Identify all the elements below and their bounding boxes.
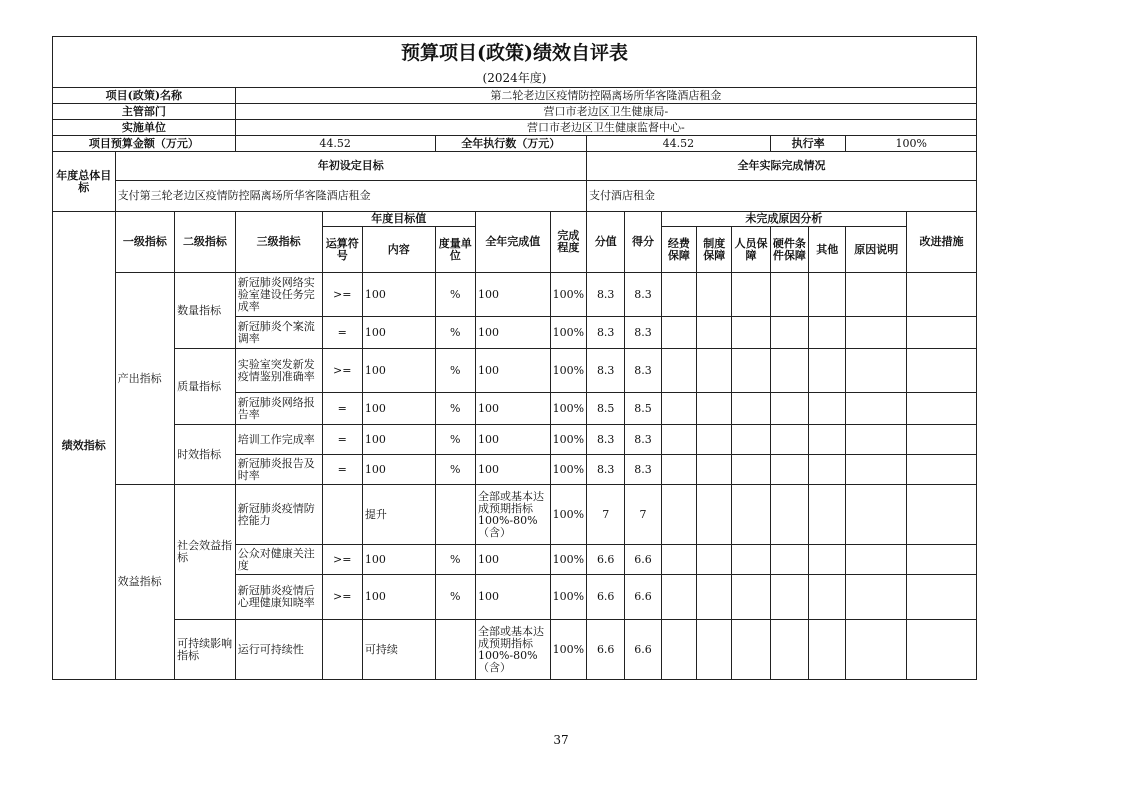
budget-label: 项目预算金额（万元） xyxy=(53,136,236,152)
perf-indicator-label: 绩效指标 xyxy=(53,212,116,680)
indicator-unit: % xyxy=(435,393,475,425)
indicator-got: 8.3 xyxy=(625,317,661,349)
impl-unit-value: 营口市老边区卫生健康监督中心- xyxy=(235,120,976,136)
indicator-actual: 全部或基本达成预期指标100%-80%（含） xyxy=(475,485,550,545)
annual-goal-label: 年度总体目标 xyxy=(53,152,116,212)
indicator-unit: % xyxy=(435,575,475,620)
header-r-explain: 原因说明 xyxy=(846,227,907,273)
indicator-actual: 100 xyxy=(475,317,550,349)
header-full-year: 全年完成值 xyxy=(475,212,550,273)
indicator-name: 新冠肺炎网络实验室建设任务完成率 xyxy=(235,273,322,317)
header-target-group: 年度目标值 xyxy=(322,212,475,227)
indicator-degree: 100% xyxy=(550,545,586,575)
indicator-score: 8.3 xyxy=(587,317,625,349)
indicator-score: 8.3 xyxy=(587,425,625,455)
header-lvl2: 二级指标 xyxy=(175,212,236,273)
indicator-content: 100 xyxy=(362,317,435,349)
indicator-op: >= xyxy=(322,349,362,393)
rate-label: 执行率 xyxy=(770,136,846,152)
indicator-op: >= xyxy=(322,545,362,575)
indicator-got: 6.6 xyxy=(625,545,661,575)
indicator-op: >= xyxy=(322,575,362,620)
indicator-content: 100 xyxy=(362,545,435,575)
header-op: 运算符号 xyxy=(322,227,362,273)
group-sustain: 可持续影响指标 xyxy=(175,620,236,680)
header-improve: 改进措施 xyxy=(907,212,977,273)
indicator-score: 8.5 xyxy=(587,393,625,425)
indicator-content: 100 xyxy=(362,349,435,393)
header-score: 分值 xyxy=(587,212,625,273)
indicator-unit xyxy=(435,485,475,545)
actual-goal-header: 全年实际完成情况 xyxy=(587,152,977,181)
indicator-got: 8.3 xyxy=(625,273,661,317)
header-r-hard: 硬件条件保障 xyxy=(770,227,808,273)
planned-goal-text: 支付第三轮老边区疫情防控隔离场所华客隆酒店租金 xyxy=(115,181,586,212)
page-number: 37 xyxy=(553,733,569,747)
indicator-name: 新冠肺炎网络报告率 xyxy=(235,393,322,425)
actual-goal-text: 支付酒店租金 xyxy=(587,181,977,212)
indicator-degree: 100% xyxy=(550,620,586,680)
indicator-actual: 100 xyxy=(475,273,550,317)
table-row xyxy=(53,485,977,545)
group-output: 产出指标 xyxy=(115,273,175,485)
dept-value: 营口市老边区卫生健康局- xyxy=(235,104,976,120)
planned-goal-header: 年初设定目标 xyxy=(115,152,586,181)
project-name-label: 项目(政策)名称 xyxy=(53,88,236,104)
header-got: 得分 xyxy=(625,212,661,273)
indicator-unit: % xyxy=(435,455,475,485)
indicator-degree: 100% xyxy=(550,393,586,425)
indicator-name: 培训工作完成率 xyxy=(235,425,322,455)
indicator-op: = xyxy=(322,425,362,455)
indicator-actual: 100 xyxy=(475,425,550,455)
header-unit: 度量单位 xyxy=(435,227,475,273)
indicator-actual: 100 xyxy=(475,545,550,575)
indicator-got: 8.3 xyxy=(625,425,661,455)
indicator-degree: 100% xyxy=(550,575,586,620)
indicator-got: 8.3 xyxy=(625,349,661,393)
header-lvl1: 一级指标 xyxy=(115,212,175,273)
indicator-op: >= xyxy=(322,273,362,317)
budget-value: 44.52 xyxy=(235,136,435,152)
evaluation-table xyxy=(52,36,977,680)
indicator-unit: % xyxy=(435,545,475,575)
indicator-actual: 全部或基本达成预期指标100%-80%（含） xyxy=(475,620,550,680)
group-benefit: 效益指标 xyxy=(115,485,175,680)
header-lvl3: 三级指标 xyxy=(235,212,322,273)
header-degree: 完成程度 xyxy=(550,212,586,273)
indicator-content: 100 xyxy=(362,425,435,455)
indicator-unit: % xyxy=(435,317,475,349)
indicator-name: 实验室突发新发疫情鉴别准确率 xyxy=(235,349,322,393)
indicator-score: 8.3 xyxy=(587,455,625,485)
indicator-got: 8.3 xyxy=(625,455,661,485)
report-year: (2024年度) xyxy=(53,69,977,88)
indicator-degree: 100% xyxy=(550,485,586,545)
header-content: 内容 xyxy=(362,227,435,273)
indicator-unit xyxy=(435,620,475,680)
indicator-score: 8.3 xyxy=(587,273,625,317)
page-title: 预算项目(政策)绩效自评表 xyxy=(53,37,977,69)
indicator-unit: % xyxy=(435,425,475,455)
indicator-content: 100 xyxy=(362,273,435,317)
indicator-content: 100 xyxy=(362,575,435,620)
exec-label: 全年执行数（万元） xyxy=(435,136,586,152)
group-quantity: 数量指标 xyxy=(175,273,236,349)
indicator-actual: 100 xyxy=(475,349,550,393)
indicator-op: = xyxy=(322,317,362,349)
indicator-degree: 100% xyxy=(550,349,586,393)
indicator-got: 6.6 xyxy=(625,575,661,620)
indicator-content: 可持续 xyxy=(362,620,435,680)
header-r-system: 制度保障 xyxy=(697,227,732,273)
indicator-name: 新冠肺炎个案流调率 xyxy=(235,317,322,349)
evaluation-sheet xyxy=(52,36,977,680)
group-timeliness: 时效指标 xyxy=(175,425,236,485)
indicator-name: 新冠肺炎报告及时率 xyxy=(235,455,322,485)
indicator-unit: % xyxy=(435,273,475,317)
table-row xyxy=(53,425,977,455)
indicator-score: 6.6 xyxy=(587,620,625,680)
indicator-degree: 100% xyxy=(550,317,586,349)
indicator-actual: 100 xyxy=(475,393,550,425)
dept-label: 主管部门 xyxy=(53,104,236,120)
indicator-content: 100 xyxy=(362,455,435,485)
header-r-staff: 人员保障 xyxy=(732,227,770,273)
indicator-got: 7 xyxy=(625,485,661,545)
indicator-actual: 100 xyxy=(475,575,550,620)
indicator-score: 7 xyxy=(587,485,625,545)
header-r-fund: 经费保障 xyxy=(661,227,696,273)
indicator-content: 100 xyxy=(362,393,435,425)
header-r-other: 其他 xyxy=(809,227,846,273)
group-quality: 质量指标 xyxy=(175,349,236,425)
indicator-score: 6.6 xyxy=(587,575,625,620)
indicator-op xyxy=(322,620,362,680)
indicator-degree: 100% xyxy=(550,455,586,485)
indicator-unit: % xyxy=(435,349,475,393)
indicator-content: 提升 xyxy=(362,485,435,545)
indicator-name: 运行可持续性 xyxy=(235,620,322,680)
group-social: 社会效益指标 xyxy=(175,485,236,620)
table-row xyxy=(53,620,977,680)
project-name-value: 第二轮老边区疫情防控隔离场所华客隆酒店租金 xyxy=(235,88,976,104)
indicator-name: 公众对健康关注度 xyxy=(235,545,322,575)
indicator-op: = xyxy=(322,393,362,425)
indicator-degree: 100% xyxy=(550,273,586,317)
indicator-actual: 100 xyxy=(475,455,550,485)
indicator-op: = xyxy=(322,455,362,485)
rate-value: 100% xyxy=(846,136,977,152)
indicator-got: 6.6 xyxy=(625,620,661,680)
indicator-score: 6.6 xyxy=(587,545,625,575)
header-reason-group: 未完成原因分析 xyxy=(661,212,906,227)
impl-unit-label: 实施单位 xyxy=(53,120,236,136)
indicator-got: 8.5 xyxy=(625,393,661,425)
table-row xyxy=(53,349,977,393)
indicator-name: 新冠肺炎疫情后心理健康知晓率 xyxy=(235,575,322,620)
exec-value: 44.52 xyxy=(587,136,771,152)
indicator-degree: 100% xyxy=(550,425,586,455)
table-row xyxy=(53,273,977,317)
indicator-op xyxy=(322,485,362,545)
indicator-name: 新冠肺炎疫情防控能力 xyxy=(235,485,322,545)
indicator-score: 8.3 xyxy=(587,349,625,393)
